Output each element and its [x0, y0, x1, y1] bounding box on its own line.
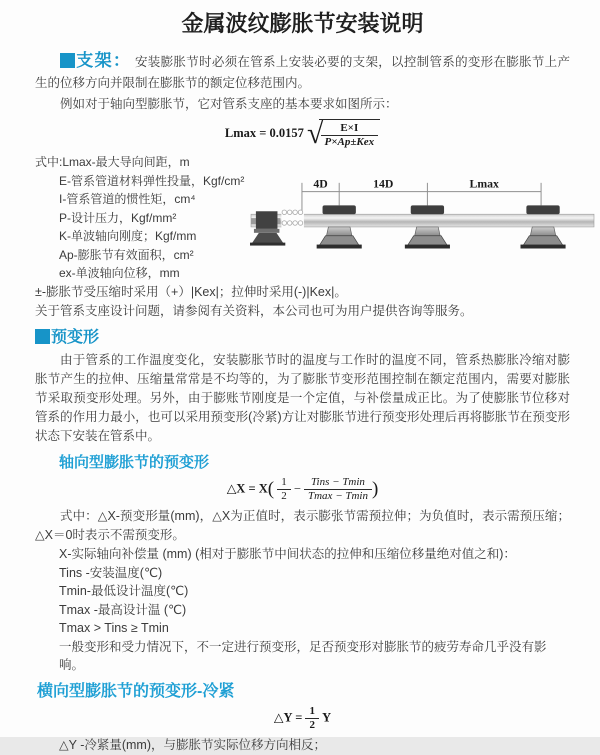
lmax-fraction-numerator: E×I: [321, 122, 379, 136]
plus-minus-note: ±-膨胀节受压缩时采用（+）|Kex|；拉伸时采用(-)|Kex|。: [35, 284, 347, 299]
support-example-line: 例如对于轴向型膨胀节，它对管系支座的基本要求如图所示：: [60, 97, 398, 111]
axial-formula-lhs: △X = X: [226, 481, 268, 496]
axial-line: 一般变形和受力情况下，不一定进行预变形，足否预变形对膨胀节的疲劳寿命几乎没有影响。: [59, 639, 547, 673]
open-paren: (: [267, 478, 275, 500]
lmax-fraction-denominator: P×Ap±Kex: [324, 136, 375, 149]
sqrt-radicand: [319, 119, 381, 149]
dim-label-14d: 14D: [373, 178, 394, 192]
minus-sign: −: [293, 481, 301, 496]
blue-square-icon: [60, 53, 75, 68]
page-title: 金属波纹膨胀节安装说明: [181, 11, 424, 36]
variable-item: Ap-膨胀节有效面积，cm²: [59, 247, 194, 262]
close-paren: ): [371, 478, 379, 500]
axial-line: Tmax -最高设计温 (℃): [59, 602, 187, 617]
variable-item: P-设计压力，Kgf/mm²: [59, 210, 177, 225]
predeform-body: 由于管系的工作温度变化，安装膨胀节时的温度与工作时的温度不同，管系热膨胀冷缩对膨胀节产生的拉伸、压缩量常常是不均等的，为了膨胀节变形范围控制在额定范围内，需要对膨胀节采取预变形处理。另外，由于膨账节刚度是一个定值，与补偿量成正比。为了使膨胀节位移对管系的作用力最小，也可以采用预变形(冷紧)方让对膨胀节进行预变形处理后再将膨胀节在预变形状态下安装在管系中。: [35, 352, 570, 443]
pipe-support-diagram: [250, 153, 595, 283]
bellows-icon: [281, 210, 304, 228]
blue-square-icon: [35, 329, 50, 344]
variable-definitions-list: [35, 153, 250, 283]
support-paragraph: [35, 50, 570, 94]
lateral-half-numerator: 1: [305, 705, 319, 719]
lateral-note: △Y -冷紧量(mm)，与膨胀节实际位移方向相反；: [59, 738, 327, 753]
lateral-formula: [35, 705, 570, 732]
variables-and-diagram-row: [35, 153, 595, 283]
axial-explain: 式中：△X-预变形量(mm)，△X为正值时，表示膨张节需预拉伸；为负值时，表示需预压缩；△X＝0时表示不需预变形。: [35, 509, 570, 543]
predeform-section-heading: [35, 327, 570, 349]
support-section-heading: 支架：: [76, 51, 132, 70]
variable-item: E-管系管道材料弹性投量，Kgf/cm²: [59, 173, 245, 188]
lateral-subsection-heading: 横向型膨胀节的预变形-冷紧: [37, 682, 235, 700]
variable-item: ex-单波轴向位移，mm: [59, 266, 180, 281]
pipe-diagram-svg: [250, 175, 595, 273]
lateral-fraction-half: [305, 705, 319, 732]
support-intro-text: 安装膨胀节时必须在管系上安装必要的支架，以控制管系的变形在膨胀节上产生的位移方向并限制在膨胀节的额定位移范围内。: [35, 55, 570, 90]
axial-line: Tmax > Tins ≥ Tmin: [59, 621, 169, 636]
axial-line: Tmin-最低设计温度(℃): [59, 584, 189, 599]
lateral-half-denominator: 2: [309, 718, 315, 731]
variable-item: K-单波轴向刚度；Kgf/mm: [59, 229, 197, 244]
axial-fraction-half: [277, 476, 291, 503]
consult-note: 关于管系支座设计问题，请参阅有关资料，本公司也可为用户提供咨询等服务。: [35, 303, 473, 318]
temp-numerator: Tins − Tmin: [304, 476, 372, 490]
half-numerator: 1: [277, 476, 291, 490]
dim-label-4d: 4D: [313, 178, 328, 192]
lateral-formula-lhs: △Y =: [273, 710, 303, 725]
variable-item: I-管系管道的惯性矩，cm⁴: [59, 192, 196, 207]
temp-denominator: Tmax − Tmin: [308, 490, 368, 503]
dimension-labels: [313, 178, 499, 191]
lmax-formula-lhs: Lmax = 0.0157: [224, 126, 304, 141]
lateral-formula-rhs: Y: [322, 710, 332, 725]
axial-fraction-temperature: [304, 476, 372, 503]
lmax-fraction: [321, 122, 379, 149]
axial-line: X-实际轴向补偿量 (mm) (相对于膨胀节中间状态的拉伸和压缩位移量绝对值之和)：: [59, 547, 516, 562]
axial-subsection-heading: 轴向型膨胀节的预变形: [59, 453, 210, 471]
predeform-heading-text: 预变形: [51, 328, 100, 346]
half-denominator: 2: [281, 490, 287, 503]
sqrt-radical: √: [307, 117, 324, 151]
axial-line: Tins -安装温度(℃): [59, 565, 163, 580]
variable-item: 式中:Lmax-最大导向间距，m: [35, 155, 190, 170]
axial-definition-lines: [35, 545, 570, 675]
dim-label-lmax: Lmax: [469, 178, 499, 192]
axial-formula: [35, 476, 570, 503]
lmax-formula: [35, 119, 570, 149]
